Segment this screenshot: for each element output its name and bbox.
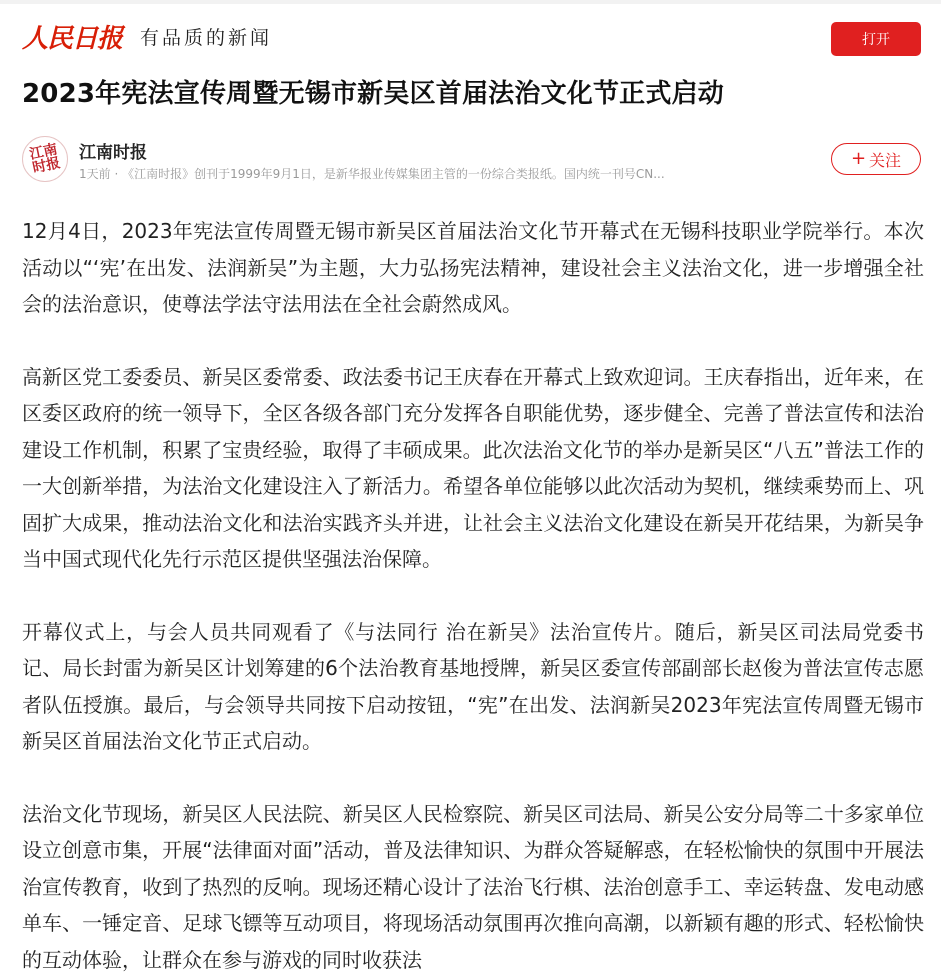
open-app-button[interactable]: 打开 xyxy=(831,22,921,56)
source-name[interactable]: 江南时报 xyxy=(79,143,147,163)
source-avatar[interactable] xyxy=(22,136,68,182)
logo-slogan: 有品质的新闻 xyxy=(140,26,273,49)
plus-icon: + xyxy=(850,148,867,169)
article-title: 2023年宪法宣传周暨无锡市新吴区首届法治文化节正式启动 xyxy=(22,79,724,109)
follow-button[interactable] xyxy=(831,143,921,175)
peoples-daily-logo[interactable] xyxy=(22,18,272,54)
article-paragraph: 12月4日，2023年宪法宣传周暨无锡市新吴区首届法治文化节开幕式在无锡科技职业学院举行。本次活动以“‘宪’在出发、法润新吴”为主题，大力弘扬宪法精神，建设社会主义法治文化，进一步增强全社会的法治意识，使尊法学法守法用法在全社会蔚然成风。 xyxy=(22,219,924,316)
source-meta: 1天前 · 《江南时报》创刊于1999年9月1日，是新华报业传媒集团主管的一份综合类报纸。国内统一刊号CN... xyxy=(79,167,665,181)
source-bar xyxy=(22,136,922,186)
article-paragraph: 开幕仪式上，与会人员共同观看了《与法同行 治在新吴》法治宣传片。随后，新吴区司法局党委书记、局长封雷为新吴区计划筹建的6个法治教育基地授牌，新吴区委宣传部副部长赵俊为普法宣传志愿者队伍授旗。最后，与会领导共同按下启动按钮，“宪”在出发、法润新吴2023年宪法宣传周暨无锡市新吴区首届法治文化节正式启动。 xyxy=(22,619,924,753)
article-body xyxy=(22,213,924,976)
logo-wordmark: 人民日报 xyxy=(22,23,123,54)
app-header xyxy=(0,4,941,66)
follow-label: 关注 xyxy=(869,150,902,170)
article-paragraph: 高新区党工委委员、新吴区委常委、政法委书记王庆春在开幕式上致欢迎词。王庆春指出，近年来，在区委区政府的统一领导下，全区各级各部门充分发挥各自职能优势，逐步健全、完善了普法宣传和法治建设工作机制，积累了宝贵经验，取得了丰硕成果。此次法治文化节的举办是新吴区“八五”普法工作的一大创新举措，为法治文化建设注入了新活力。希望各单位能够以此次活动为契机，继续乘势而上、巩固扩大成果，推动法治文化和法治实践齐头并进，让社会主义法治文化建设在新吴开花结果，为新吴争当中国式现代化先行示范区提供坚强法治保障。 xyxy=(22,364,924,571)
avatar-logo-text: 江南时报 xyxy=(28,141,62,177)
article-paragraph: 法治文化节现场，新吴区人民法院、新吴区人民检察院、新吴区司法局、新吴公安分局等二十多家单位设立创意市集，开展“法律面对面”活动，普及法律知识、为群众答疑解惑，在轻松愉快的氛围中开展法治宣传教育，收到了热烈的反响。现场还精心设计了法治飞行棋、法治创意手工、幸运转盘、发电动感单车、一锤定音、足球飞镖等互动项目，将现场活动氛围再次推向高潮，以新颖有趣的形式、轻松愉快的互动体验，让群众在参与游戏的同时收获法 xyxy=(22,801,924,972)
